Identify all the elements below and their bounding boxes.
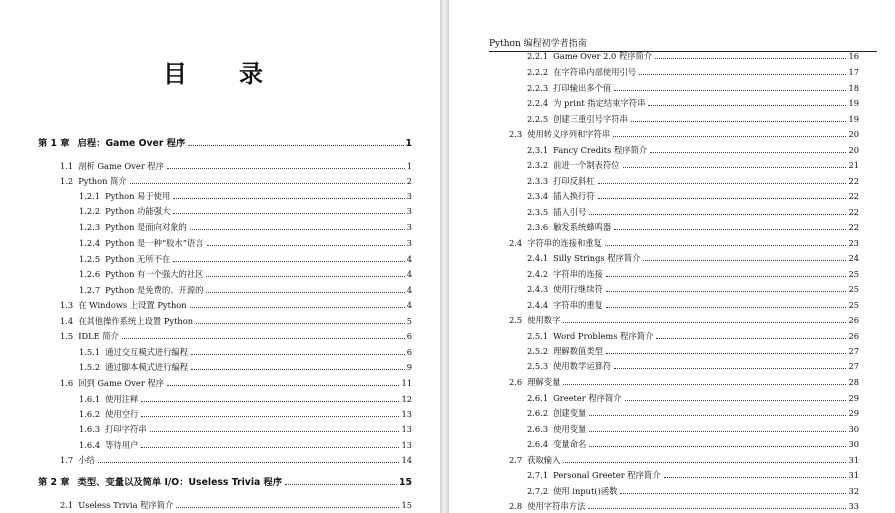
- toc-entry: [527, 485, 859, 497]
- toc-entry-title: 变量命名: [553, 439, 587, 449]
- toc-entry-number: 1.6.3: [79, 424, 101, 434]
- toc-entry-page: 5: [406, 316, 412, 326]
- toc-entry-number: 2.6.1: [527, 393, 549, 403]
- dot-leader: [167, 385, 399, 386]
- toc-entry-title: 触发系统蜂鸣器: [553, 222, 612, 232]
- dot-leader: [190, 229, 405, 230]
- toc-entry-number: 2.4.1: [527, 253, 549, 263]
- toc-entry-number: 1.3: [60, 300, 74, 310]
- toc-entry: [60, 175, 412, 187]
- dot-leader: [598, 198, 847, 199]
- toc-entry-page: 1: [406, 161, 412, 171]
- toc-entry: [527, 345, 859, 357]
- toc-entry-number: 1.4: [60, 316, 74, 326]
- toc-entry-title: IDLE 简介: [78, 331, 119, 341]
- dot-leader: [656, 338, 846, 339]
- toc-entry-number: 2.3: [509, 129, 523, 139]
- toc-entry-page: 19: [848, 98, 859, 108]
- toc-entry-title: 插入换行符: [553, 191, 595, 201]
- toc-entry-number: 1.6: [60, 378, 74, 388]
- toc-entry-page: 33: [848, 501, 859, 511]
- dot-leader: [606, 276, 847, 277]
- toc-entry: [527, 50, 859, 62]
- dot-leader: [625, 400, 847, 401]
- toc-entry-title: 字符串的连接和重复: [527, 238, 602, 248]
- toc-entry-page: 22: [848, 191, 859, 201]
- toc-entry-page: 3: [406, 238, 412, 248]
- dot-leader: [613, 136, 846, 137]
- toc-entry-number: 1.2.5: [79, 254, 101, 264]
- toc-entry: [509, 376, 859, 388]
- toc-entry-number: 2.3.5: [527, 207, 549, 217]
- toc-entry: [79, 268, 412, 280]
- toc-entry-page: 22: [848, 222, 859, 232]
- toc-entry-page: 15: [401, 500, 412, 510]
- toc-entry-page: 25: [848, 300, 859, 310]
- toc-entry-title: 理解变量: [527, 377, 561, 387]
- toc-entry-number: 2.5.2: [527, 346, 549, 356]
- dot-leader: [173, 213, 404, 214]
- toc-entry-title: Python 是面向对象的: [105, 222, 187, 232]
- toc-entry-page: 25: [848, 284, 859, 294]
- dot-leader: [614, 368, 846, 369]
- toc-entry: [527, 221, 859, 233]
- toc-entry-page: 26: [848, 315, 859, 325]
- right-page: [449, 0, 895, 513]
- toc-entry-number: 第 1 章: [38, 138, 70, 149]
- toc-entry-title: Python 简介: [78, 176, 127, 186]
- toc-entry-number: 2.4.3: [527, 284, 549, 294]
- toc-entry-page: 24: [848, 253, 859, 263]
- toc-entry-title: Personal Greeter 程序简介: [553, 470, 661, 480]
- toc-entry-title: 使用数字: [527, 315, 561, 325]
- dot-leader: [173, 198, 404, 199]
- dot-leader: [606, 307, 847, 308]
- dot-leader: [141, 416, 399, 417]
- toc-entry-title: Python 功能强大: [105, 206, 171, 216]
- toc-entry-title: Game Over 2.0 程序简介: [553, 51, 653, 61]
- toc-entry: [527, 423, 859, 435]
- toc-entry: [79, 393, 412, 405]
- dot-leader: [614, 90, 846, 91]
- toc-entry-title: Python 是一种“胶水”语言: [105, 238, 204, 248]
- toc-entry-page: 19: [848, 114, 859, 124]
- dot-leader: [589, 415, 846, 416]
- toc-entry-title: 类型、变量以及简单 I/O：Useless Trivia 程序: [77, 477, 283, 488]
- toc-entry-page: 22: [848, 207, 859, 217]
- toc-entry-title: 打印输出多个值: [553, 83, 612, 93]
- toc-entry: [79, 439, 412, 451]
- toc-entry: [509, 314, 859, 326]
- toc-entry: [79, 346, 412, 358]
- toc-entry-title: 在 Windows 上设置 Python: [78, 300, 187, 310]
- toc-entry-page: 13: [401, 409, 412, 419]
- toc-entry-title: 字符串的连接: [553, 269, 603, 279]
- dot-leader: [141, 447, 399, 448]
- toc-entry-page: 9: [406, 362, 412, 372]
- dot-leader: [122, 338, 405, 339]
- toc-entry-title: 通过脚本模式进行编程: [105, 362, 189, 372]
- toc-entry-page: 4: [406, 285, 412, 295]
- dot-leader: [588, 508, 846, 509]
- toc-entry-number: 2.6.2: [527, 408, 549, 418]
- dot-leader: [191, 354, 405, 355]
- toc-entry-number: 2.2.5: [527, 114, 549, 124]
- dot-leader: [620, 493, 846, 494]
- toc-entry-number: 2.3.3: [527, 176, 549, 186]
- toc-entry-title: 使用字符串方法: [527, 501, 586, 511]
- toc-entry-number: 1.2.2: [79, 206, 101, 216]
- toc-entry-title: Useless Trivia 程序简介: [78, 500, 174, 510]
- toc-entry-title: 使用 input()函数: [553, 486, 618, 496]
- toc-entry-title: 通过交互模式进行编程: [105, 347, 189, 357]
- toc-entry-title: 使用转义序列和字符串: [527, 129, 611, 139]
- dot-leader: [188, 145, 403, 146]
- dot-leader: [614, 229, 846, 230]
- dot-leader: [563, 462, 846, 463]
- toc-entry: [527, 360, 859, 372]
- toc-entry: [527, 113, 859, 125]
- toc-entry-page: 31: [848, 455, 859, 465]
- toc-entry-number: 2.7.1: [527, 470, 549, 480]
- toc-entry-title: Silly Strings 程序简介: [553, 253, 641, 263]
- toc-entry-page: 3: [406, 222, 412, 232]
- toc-entry-page: 2: [406, 176, 412, 186]
- toc-entry: [527, 392, 859, 404]
- toc-entry-title: Word Problems 程序简介: [553, 331, 654, 341]
- toc-entry-number: 2.3.6: [527, 222, 549, 232]
- toc-entry-title: 前进一个制表符位: [553, 160, 620, 170]
- dot-leader: [563, 322, 846, 323]
- toc-entry: [527, 144, 859, 156]
- toc-entry: [79, 423, 412, 435]
- toc-entry: [527, 66, 859, 78]
- toc-entry-title: 为 print 指定结束字符串: [553, 98, 646, 108]
- dot-leader: [648, 105, 846, 106]
- toc-entry-title: 在其他操作系统上设置 Python: [78, 316, 194, 326]
- toc-entry-title: 使用变量: [553, 424, 587, 434]
- toc-entry: [527, 206, 859, 218]
- toc-entry-page: 15: [399, 477, 412, 488]
- toc-entry-title: 打印反斜杠: [553, 176, 595, 186]
- toc-entry-page: 4: [406, 300, 412, 310]
- toc-entry: [79, 190, 412, 202]
- dot-leader: [650, 152, 846, 153]
- toc-entry-title: Python 易于使用: [105, 191, 171, 201]
- dot-leader: [605, 245, 847, 246]
- toc-entry: [527, 438, 859, 450]
- toc-entry: [509, 237, 859, 249]
- toc-entry: [79, 361, 412, 373]
- dot-leader: [196, 323, 405, 324]
- running-head: Python 编程初学者指南: [489, 36, 877, 52]
- toc-entry-title: Greeter 程序简介: [553, 393, 622, 403]
- toc-entry-page: 31: [848, 470, 859, 480]
- toc-entry-number: 2.1: [60, 500, 74, 510]
- toc-entry-title: 使用数学运算符: [553, 361, 612, 371]
- toc-entry-number: 1.2: [60, 176, 74, 186]
- toc-entry: [527, 299, 859, 311]
- toc-entry-page: 6: [406, 347, 412, 357]
- toc-entry-number: 2.6.3: [527, 424, 549, 434]
- toc-entry-number: 2.3.2: [527, 160, 549, 170]
- toc-entry-page: 11: [401, 378, 412, 388]
- toc-entry-number: 1.6.2: [79, 409, 101, 419]
- toc-entry-number: 2.6.4: [527, 439, 549, 449]
- toc-entry-page: 12: [401, 394, 412, 404]
- dot-leader: [631, 121, 847, 122]
- toc-entry: [527, 407, 859, 419]
- toc-entry-title: 使用行继续符: [553, 284, 603, 294]
- dot-leader: [598, 183, 847, 184]
- toc-entry-title: 启程：Game Over 程序: [77, 138, 186, 149]
- toc-entry-number: 2.2.1: [527, 51, 549, 61]
- dot-leader: [206, 276, 404, 277]
- toc-entry: [60, 454, 412, 466]
- toc-entry-page: 25: [848, 269, 859, 279]
- toc-entry: [60, 377, 412, 389]
- toc-entry-page: 3: [406, 191, 412, 201]
- toc-entry-number: 2.3.4: [527, 191, 549, 201]
- toc-entry-number: 2.2.2: [527, 67, 549, 77]
- toc-entry-number: 2.5.3: [527, 361, 549, 371]
- toc-entry-number: 1.2.4: [79, 238, 101, 248]
- left-page: [0, 0, 440, 513]
- toc-entry-title: 使用注释: [105, 394, 139, 404]
- toc-entry-title: 剖析 Game Over 程序: [78, 161, 165, 171]
- toc-entry-number: 1.5.2: [79, 362, 101, 372]
- toc-entry-number: 2.4.4: [527, 300, 549, 310]
- toc-entry-number: 2.5: [509, 315, 523, 325]
- toc-entry-title: Python 无所不在: [105, 254, 171, 264]
- toc-entry-page: 29: [848, 408, 859, 418]
- toc-entry-page: 20: [848, 145, 859, 155]
- toc-entry: [79, 221, 412, 233]
- toc-entry-number: 1.7: [60, 455, 74, 465]
- toc-entry-number: 2.4.2: [527, 269, 549, 279]
- toc-entry-title: 等待用户: [105, 440, 139, 450]
- toc-entry: [527, 97, 859, 109]
- toc-entry: [60, 330, 412, 342]
- toc-entry-title: 在字符串内部使用引号: [553, 67, 637, 77]
- toc-entry-page: 23: [848, 238, 859, 248]
- dot-leader: [173, 261, 404, 262]
- toc-title: 目 录: [163, 59, 277, 88]
- toc-entry: [509, 128, 859, 140]
- toc-entry: [527, 190, 859, 202]
- dot-leader: [664, 477, 847, 478]
- toc-entry: [527, 82, 859, 94]
- toc-entry-number: 2.3.1: [527, 145, 549, 155]
- toc-entry-title: 小结: [78, 455, 95, 465]
- toc-entry-number: 2.7: [509, 455, 523, 465]
- toc-entry: [60, 160, 412, 172]
- toc-entry-number: 1.2.6: [79, 269, 101, 279]
- toc-entry-number: 1.2.7: [79, 285, 101, 295]
- toc-entry-page: 13: [401, 424, 412, 434]
- dot-leader: [589, 214, 846, 215]
- dot-leader: [285, 484, 397, 485]
- dot-leader: [623, 167, 847, 168]
- toc-entry: [527, 469, 859, 481]
- toc-entry-title: 理解数值类型: [553, 346, 603, 356]
- toc-entry-page: 30: [848, 439, 859, 449]
- toc-entry: [509, 454, 859, 466]
- toc-entry-number: 2.7.2: [527, 486, 549, 496]
- toc-entry: [60, 499, 412, 511]
- toc-entry: [527, 330, 859, 342]
- toc-entry-page: 27: [848, 361, 859, 371]
- dot-leader: [190, 307, 405, 308]
- toc-entry-title: 使用空行: [105, 409, 139, 419]
- dot-leader: [150, 431, 400, 432]
- dot-leader: [639, 74, 846, 75]
- toc-entry-title: 创建变量: [553, 408, 587, 418]
- toc-entry-number: 第 2 章: [38, 477, 70, 488]
- toc-entry-number: 2.8: [509, 501, 523, 511]
- toc-entry-number: 1.5.1: [79, 347, 101, 357]
- toc-entry-page: 20: [848, 129, 859, 139]
- toc-entry-page: 22: [848, 176, 859, 186]
- toc-entry-title: 打印字符串: [105, 424, 147, 434]
- toc-entry: [79, 237, 412, 249]
- dot-leader: [589, 431, 846, 432]
- toc-entry-page: 17: [848, 67, 859, 77]
- toc-entry-number: 2.6: [509, 377, 523, 387]
- toc-entry-title: Fancy Credits 程序简介: [553, 145, 648, 155]
- dot-leader: [606, 353, 847, 354]
- toc-entry-number: 2.5.1: [527, 331, 549, 341]
- toc-entry-page: 16: [848, 51, 859, 61]
- dot-leader: [606, 291, 847, 292]
- toc-entry-title: 字符串的重复: [553, 300, 603, 310]
- dot-leader: [589, 446, 846, 447]
- toc-entry: [527, 252, 859, 264]
- toc-entry-page: 29: [848, 393, 859, 403]
- toc-entry: [79, 205, 412, 217]
- dot-leader: [643, 260, 846, 261]
- toc-entry: [79, 408, 412, 420]
- toc-entry-number: 1.5: [60, 331, 74, 341]
- toc-entry: [527, 175, 859, 187]
- toc-entry-page: 6: [406, 331, 412, 341]
- toc-entry-number: 1.2.1: [79, 191, 101, 201]
- toc-entry-page: 3: [406, 206, 412, 216]
- toc-entry: [527, 283, 859, 295]
- toc-entry-page: 13: [401, 440, 412, 450]
- dot-leader: [191, 369, 405, 370]
- toc-entry: [38, 138, 412, 150]
- toc-entry: [527, 159, 859, 171]
- toc-entry-page: 30: [848, 424, 859, 434]
- toc-entry-page: 21: [848, 160, 859, 170]
- toc-entry-number: 2.4: [509, 238, 523, 248]
- dot-leader: [176, 507, 399, 508]
- toc-entry-page: 1: [405, 138, 412, 149]
- toc-entry-number: 1.6.1: [79, 394, 101, 404]
- toc-entry-page: 27: [848, 346, 859, 356]
- toc-entry-title: Python 有一个强大的社区: [105, 269, 204, 279]
- toc-entry-title: 回到 Game Over 程序: [78, 378, 165, 388]
- dot-leader: [655, 58, 846, 59]
- dot-leader: [563, 384, 846, 385]
- dot-leader: [167, 168, 405, 169]
- toc-entry: [79, 284, 412, 296]
- toc-entry: [79, 253, 412, 265]
- dot-leader: [130, 183, 405, 184]
- toc-entry-number: 1.6.4: [79, 440, 101, 450]
- toc-entry-page: 26: [848, 331, 859, 341]
- dot-leader: [98, 462, 400, 463]
- toc-entry-page: 4: [406, 254, 412, 264]
- toc-entry-page: 28: [848, 377, 859, 387]
- toc-entry: [60, 315, 412, 327]
- toc-entry-page: 14: [401, 455, 412, 465]
- toc-entry-number: 2.2.3: [527, 83, 549, 93]
- book-gutter: [440, 0, 449, 513]
- toc-entry-title: 创建三重引号字符串: [553, 114, 628, 124]
- toc-entry: [509, 500, 859, 512]
- toc-entry-page: 4: [406, 269, 412, 279]
- dot-leader: [206, 292, 404, 293]
- dot-leader: [141, 401, 399, 402]
- toc-entry-title: 获取输入: [527, 455, 561, 465]
- toc-entry-title: Python 是免费的、开源的: [105, 285, 204, 295]
- toc-entry-page: 32: [848, 486, 859, 496]
- toc-entry-number: 2.2.4: [527, 98, 549, 108]
- toc-entry-number: 1.2.3: [79, 222, 101, 232]
- dot-leader: [207, 245, 405, 246]
- toc-entry-title: 插入引号: [553, 207, 587, 217]
- toc-entry-page: 18: [848, 83, 859, 93]
- toc-entry: [38, 477, 412, 489]
- toc-entry: [527, 268, 859, 280]
- toc-entry-number: 1.1: [60, 161, 74, 171]
- toc-entry: [60, 299, 412, 311]
